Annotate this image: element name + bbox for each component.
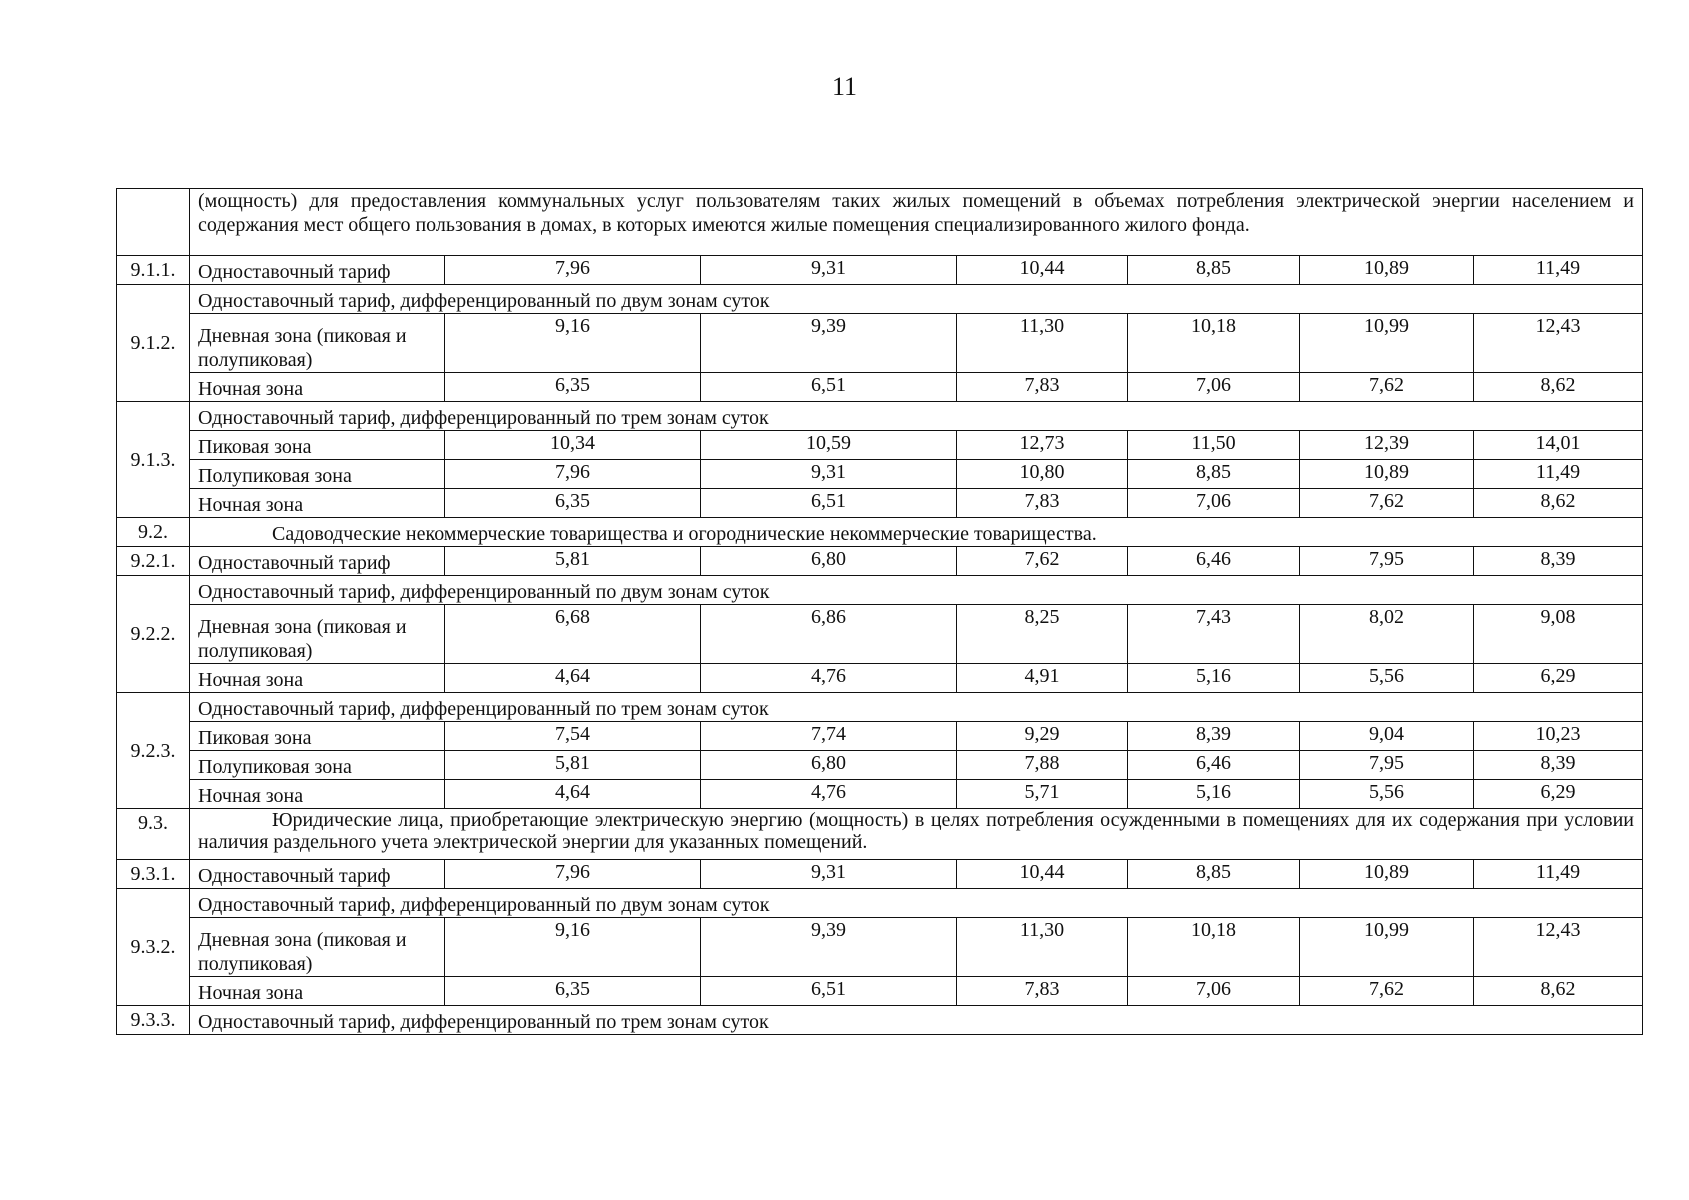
table-row — [117, 285, 1643, 314]
row-label: Пиковая зона — [190, 431, 445, 460]
value-cell: 7,96 — [445, 460, 701, 489]
row-label: Дневная зона (пиковая и полупиковая) — [190, 314, 445, 373]
row-heading: Одноставочный тариф, дифференцированный по двум зонам суток — [190, 576, 1643, 605]
value-cell: 5,81 — [445, 547, 701, 576]
section-title: Юридические лица, приобретающие электрическую энергию (мощность) в целях потребления осужденными в помещениях для их содержания при условии наличия раздельного учета электрической энергии для указанных помещений. — [190, 809, 1643, 860]
value-cell: 7,74 — [701, 722, 957, 751]
row-label: Полупиковая зона — [190, 751, 445, 780]
value-cell: 4,76 — [701, 780, 957, 809]
value-cell: 9,16 — [445, 314, 701, 373]
value-cell: 6,29 — [1474, 664, 1643, 693]
row-label: Ночная зона — [190, 664, 445, 693]
value-cell: 8,25 — [957, 605, 1128, 664]
value-cell: 5,16 — [1128, 780, 1300, 809]
value-cell: 10,44 — [957, 860, 1128, 889]
value-cell: 6,46 — [1128, 547, 1300, 576]
value-cell: 14,01 — [1474, 431, 1643, 460]
row-heading: Одноставочный тариф, дифференцированный по двум зонам суток — [190, 285, 1643, 314]
value-cell: 8,85 — [1128, 460, 1300, 489]
value-cell: 8,39 — [1474, 751, 1643, 780]
row-label: Полупиковая зона — [190, 460, 445, 489]
value-cell: 9,29 — [957, 722, 1128, 751]
row-heading: Одноставочный тариф, дифференцированный по двум зонам суток — [190, 889, 1643, 918]
row-number: 9.1.3. — [117, 402, 190, 518]
value-cell: 6,29 — [1474, 780, 1643, 809]
value-cell: 7,62 — [957, 547, 1128, 576]
value-cell: 7,83 — [957, 977, 1128, 1006]
value-cell: 9,31 — [701, 460, 957, 489]
value-cell: 7,62 — [1300, 977, 1474, 1006]
value-cell: 12,39 — [1300, 431, 1474, 460]
value-cell: 7,54 — [445, 722, 701, 751]
value-cell: 12,73 — [957, 431, 1128, 460]
value-cell: 6,35 — [445, 489, 701, 518]
row-number: 9.2.3. — [117, 693, 190, 809]
row-label: Ночная зона — [190, 780, 445, 809]
value-cell: 10,34 — [445, 431, 701, 460]
value-cell: 6,46 — [1128, 751, 1300, 780]
value-cell: 10,99 — [1300, 918, 1474, 977]
row-label: Пиковая зона — [190, 722, 445, 751]
value-cell: 7,62 — [1300, 489, 1474, 518]
table-row — [117, 751, 1643, 780]
value-cell: 7,43 — [1128, 605, 1300, 664]
row-label: Ночная зона — [190, 489, 445, 518]
row-number: 9.2.1. — [117, 547, 190, 576]
row-number: 9.1.1. — [117, 256, 190, 285]
row-number: 9.3.3. — [117, 1006, 190, 1035]
row-heading: Одноставочный тариф, дифференцированный по трем зонам суток — [190, 402, 1643, 431]
table-row — [117, 547, 1643, 576]
table-row — [117, 664, 1643, 693]
table-row — [117, 431, 1643, 460]
value-cell: 6,51 — [701, 977, 957, 1006]
row-heading: Одноставочный тариф, дифференцированный по трем зонам суток — [190, 1006, 1643, 1035]
value-cell: 7,88 — [957, 751, 1128, 780]
value-cell: 8,39 — [1474, 547, 1643, 576]
value-cell: 10,18 — [1128, 918, 1300, 977]
table-row — [117, 576, 1643, 605]
value-cell: 6,68 — [445, 605, 701, 664]
table-row — [117, 402, 1643, 431]
value-cell: 10,80 — [957, 460, 1128, 489]
value-cell: 9,39 — [701, 918, 957, 977]
table-row — [117, 489, 1643, 518]
value-cell: 4,64 — [445, 780, 701, 809]
table-row — [117, 460, 1643, 489]
table-row — [117, 693, 1643, 722]
value-cell: 7,06 — [1128, 977, 1300, 1006]
table-row — [117, 314, 1643, 373]
value-cell: 8,62 — [1474, 373, 1643, 402]
value-cell: 10,89 — [1300, 460, 1474, 489]
row-label: Одноставочный тариф — [190, 547, 445, 576]
row-label: Дневная зона (пиковая и полупиковая) — [190, 918, 445, 977]
value-cell: 6,51 — [701, 373, 957, 402]
section-title: Садоводческие некоммерческие товарищества и огороднические некоммерческие товарищества. — [190, 518, 1643, 547]
section-row — [117, 518, 1643, 547]
row-label: Одноставочный тариф — [190, 860, 445, 889]
table-row — [117, 889, 1643, 918]
value-cell: 9,08 — [1474, 605, 1643, 664]
table-row — [117, 1006, 1643, 1035]
value-cell: 5,16 — [1128, 664, 1300, 693]
row-number: 9.2.2. — [117, 576, 190, 693]
value-cell: 7,83 — [957, 489, 1128, 518]
value-cell: 4,76 — [701, 664, 957, 693]
value-cell: 8,62 — [1474, 977, 1643, 1006]
row-label: Дневная зона (пиковая и полупиковая) — [190, 605, 445, 664]
value-cell: 7,96 — [445, 860, 701, 889]
value-cell: 9,16 — [445, 918, 701, 977]
value-cell: 7,95 — [1300, 547, 1474, 576]
tariff-table — [116, 188, 1643, 1035]
value-cell: 10,59 — [701, 431, 957, 460]
row-label: Ночная зона — [190, 977, 445, 1006]
value-cell: 10,44 — [957, 256, 1128, 285]
value-cell: 12,43 — [1474, 314, 1643, 373]
value-cell: 10,23 — [1474, 722, 1643, 751]
value-cell: 10,18 — [1128, 314, 1300, 373]
table-row — [117, 860, 1643, 889]
row-label: Одноставочный тариф — [190, 256, 445, 285]
value-cell: 5,56 — [1300, 780, 1474, 809]
row-number-cell — [117, 189, 190, 256]
table-row — [117, 373, 1643, 402]
value-cell: 4,64 — [445, 664, 701, 693]
value-cell: 11,30 — [957, 314, 1128, 373]
value-cell: 4,91 — [957, 664, 1128, 693]
intro-row — [117, 189, 1643, 256]
value-cell: 8,85 — [1128, 860, 1300, 889]
value-cell: 6,80 — [701, 751, 957, 780]
table-row — [117, 780, 1643, 809]
row-heading: Одноставочный тариф, дифференцированный по трем зонам суток — [190, 693, 1643, 722]
intro-text: (мощность) для предоставления коммунальных услуг пользователям таких жилых помещений в объемах потребления электрической энергии населением и содержания мест общего пользования в домах, в которых имеются жилые помещения специализированного жилого фонда. — [190, 189, 1643, 256]
value-cell: 10,99 — [1300, 314, 1474, 373]
value-cell: 6,35 — [445, 977, 701, 1006]
value-cell: 10,89 — [1300, 860, 1474, 889]
row-label: Ночная зона — [190, 373, 445, 402]
row-number: 9.3.2. — [117, 889, 190, 1006]
page-number: 11 — [831, 72, 858, 101]
value-cell: 6,35 — [445, 373, 701, 402]
row-number: 9.3.1. — [117, 860, 190, 889]
value-cell: 11,50 — [1128, 431, 1300, 460]
value-cell: 5,56 — [1300, 664, 1474, 693]
value-cell: 8,85 — [1128, 256, 1300, 285]
value-cell: 9,04 — [1300, 722, 1474, 751]
value-cell: 5,71 — [957, 780, 1128, 809]
value-cell: 5,81 — [445, 751, 701, 780]
value-cell: 7,62 — [1300, 373, 1474, 402]
table-row — [117, 722, 1643, 751]
value-cell: 10,89 — [1300, 256, 1474, 285]
value-cell: 6,86 — [701, 605, 957, 664]
value-cell: 11,30 — [957, 918, 1128, 977]
value-cell: 9,31 — [701, 256, 957, 285]
value-cell: 7,06 — [1128, 489, 1300, 518]
row-number: 9.1.2. — [117, 285, 190, 402]
value-cell: 12,43 — [1474, 918, 1643, 977]
table-row — [117, 256, 1643, 285]
table-row — [117, 977, 1643, 1006]
table-row — [117, 605, 1643, 664]
value-cell: 8,02 — [1300, 605, 1474, 664]
table-row — [117, 918, 1643, 977]
value-cell: 7,83 — [957, 373, 1128, 402]
value-cell: 6,51 — [701, 489, 957, 518]
value-cell: 7,96 — [445, 256, 701, 285]
value-cell: 11,49 — [1474, 860, 1643, 889]
value-cell: 8,39 — [1128, 722, 1300, 751]
value-cell: 7,95 — [1300, 751, 1474, 780]
value-cell: 11,49 — [1474, 460, 1643, 489]
value-cell: 9,39 — [701, 314, 957, 373]
value-cell: 6,80 — [701, 547, 957, 576]
value-cell: 9,31 — [701, 860, 957, 889]
section-row — [117, 809, 1643, 860]
section-number: 9.2. — [117, 518, 190, 547]
section-number: 9.3. — [117, 809, 190, 860]
value-cell: 8,62 — [1474, 489, 1643, 518]
value-cell: 11,49 — [1474, 256, 1643, 285]
value-cell: 7,06 — [1128, 373, 1300, 402]
